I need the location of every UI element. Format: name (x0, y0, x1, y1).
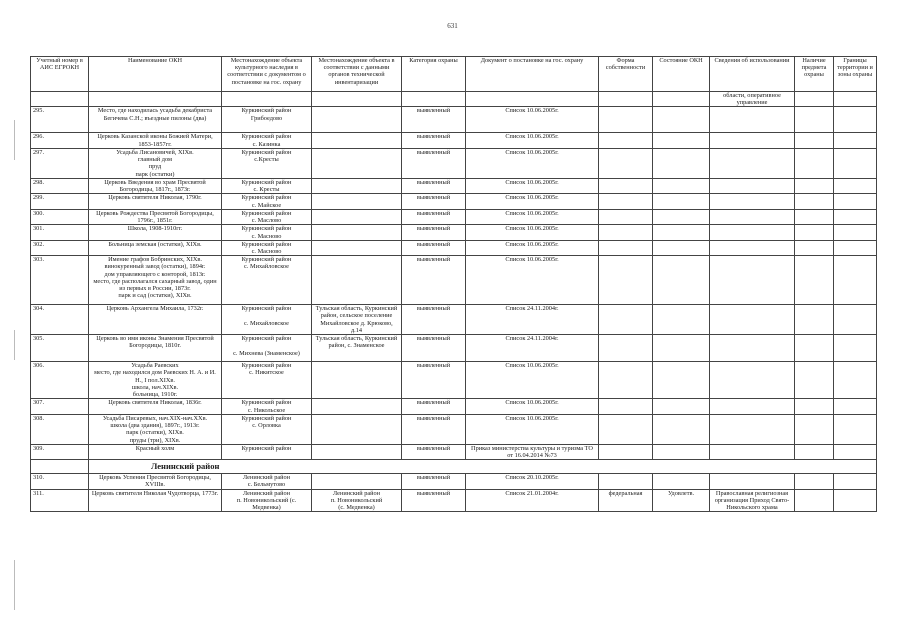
cell-state (653, 194, 710, 209)
cell-ownership (599, 474, 653, 489)
cell-loc-doc: Куркинский район с. Михайловское (222, 256, 312, 305)
cell-category: выявленный (402, 225, 466, 240)
cell-borders (834, 133, 877, 148)
cell-num: 304. (31, 305, 89, 335)
cell-state (653, 474, 710, 489)
cell-ownership (599, 133, 653, 148)
cell-doc: Список 10.06.2005г. (466, 133, 599, 148)
cell-usage (710, 362, 795, 399)
cell-state (653, 133, 710, 148)
cell-ownership (599, 209, 653, 224)
cell-borders (834, 225, 877, 240)
header-cell: Наименование ОКН (89, 57, 222, 92)
table-row (31, 399, 877, 414)
cell-category: выявленный (402, 148, 466, 178)
cell-doc: Список 10.06.2005г. (466, 362, 599, 399)
cell-category: выявленный (402, 444, 466, 459)
cell-name: Усадьба Лисановичей, XIXв. главный дом пруд парк (остатки) (89, 148, 222, 178)
cell-state (653, 399, 710, 414)
table-row (31, 209, 877, 224)
cell-subject (795, 209, 834, 224)
cell-loc-tech: Тульская область, Куркинский район, сельское поселение Михайловское д. Крюково, д.14 (312, 305, 402, 335)
cell-usage (710, 444, 795, 459)
header-cell: Форма собственности (599, 57, 653, 92)
cell-name: Школа, 1908-1910гг. (89, 225, 222, 240)
cell-name: Церковь Казанской иконы Божией Матери, 1853-1857гг. (89, 133, 222, 148)
cell-name: Церковь святителя Николая, 1790г. (89, 194, 222, 209)
cell-usage (710, 107, 795, 133)
cell-ownership: федеральная (599, 489, 653, 512)
cell-usage (710, 414, 795, 444)
cell-subject (795, 240, 834, 255)
cell-borders (834, 305, 877, 335)
cell-doc: Приказ министерства культуры и туризма ТО от 16.04.2014 №73 (466, 444, 599, 459)
cell-num: 310. (31, 474, 89, 489)
scan-margin-mark (14, 330, 15, 360)
cell-name: Усадьба Раевских место, где находился дом Раевских Н. А. и И. Н., I пол.XIXв. школа, нач.XIXв. больница, 1910г. (89, 362, 222, 399)
cell-num: 298. (31, 178, 89, 193)
cell-name: Больница земская (остатки), XIXв. (89, 240, 222, 255)
cell-subject (795, 194, 834, 209)
cell-ownership (599, 148, 653, 178)
cell-category: выявленный (402, 335, 466, 362)
cell-num: 311. (31, 489, 89, 512)
cell-name: Церковь Введения во храм Пресвятой Богородицы, 1817г., 1873г. (89, 178, 222, 193)
cell-num: 309. (31, 444, 89, 459)
cell-doc: Список 10.06.2005г. (466, 225, 599, 240)
cell-category: выявленный (402, 474, 466, 489)
cell-borders (834, 178, 877, 193)
cell-name: Имение графов Бобринских, XIXв. винокуренный завод (остатки), 1894г. дом управляющего с конторой, 1813г. место, где располагался сахарный завод, один из первых в России, 1873г. парк и сад (остатки), XIXв. (89, 256, 222, 305)
cell-num: 296. (31, 133, 89, 148)
cell-name: Церковь святителя Николая, 1836г. (89, 399, 222, 414)
cell-state (653, 107, 710, 133)
cell-category: выявленный (402, 305, 466, 335)
header-cell: Сведения об использовании (710, 57, 795, 92)
cell-borders (834, 399, 877, 414)
cell-subject (795, 474, 834, 489)
cell-doc: Список 10.06.2005г. (466, 256, 599, 305)
cell-loc-doc: Куркинский район с. Масново (222, 225, 312, 240)
cell-state (653, 256, 710, 305)
cell-subject (795, 335, 834, 362)
cell-category: выявленный (402, 209, 466, 224)
cell-subject (795, 444, 834, 459)
cell-loc-tech (312, 474, 402, 489)
cell-name: Церковь святителя Николая Чудотворца, 1773г. (89, 489, 222, 512)
cell-ownership (599, 414, 653, 444)
header-cell: Документ о постановке на гос. охрану (466, 57, 599, 92)
cell-loc-doc: Куркинский район с. Орловка (222, 414, 312, 444)
cell-loc-doc: Куркинский район с. Никитское (222, 362, 312, 399)
cell-state (653, 362, 710, 399)
cell-usage (710, 178, 795, 193)
cell-doc: Список 10.06.2005г. (466, 194, 599, 209)
cell-doc: Список 10.06.2005г. (466, 209, 599, 224)
cell-subject (795, 133, 834, 148)
cell-state (653, 414, 710, 444)
cell-borders (834, 489, 877, 512)
cell-num: 301. (31, 225, 89, 240)
cell-doc: Список 20.10.2005г. (466, 474, 599, 489)
cell-borders (834, 240, 877, 255)
cell-ownership (599, 225, 653, 240)
cell-category: выявленный (402, 194, 466, 209)
cell-doc: Список 24.11.2004г. (466, 335, 599, 362)
cell-loc-tech (312, 256, 402, 305)
cell-loc-tech (312, 107, 402, 133)
cell-name: Церковь во имя иконы Знамения Пресвятой Богородицы, 1810г. (89, 335, 222, 362)
cell-num: 307. (31, 399, 89, 414)
cell-state: Удовлетв. (653, 489, 710, 512)
cell-usage (710, 209, 795, 224)
cell-ownership (599, 399, 653, 414)
cell-name: Усадьба Писаревых, нач.XIX-нач.XXв. школа (два здания), 1897г., 1913г. парк (остатки), XIXв. пруды (три), XIXв. (89, 414, 222, 444)
cell-loc-doc: Куркинский район с. Никольское (222, 399, 312, 414)
table-row (31, 335, 877, 362)
cell-borders (834, 335, 877, 362)
cell-ownership (599, 335, 653, 362)
cell-ownership (599, 444, 653, 459)
cell-num: 302. (31, 240, 89, 255)
cell-subject (795, 178, 834, 193)
cell-loc-doc: Куркинский район с. Майское (222, 194, 312, 209)
cell-subject (795, 256, 834, 305)
cell-loc-tech (312, 225, 402, 240)
cell-category: выявленный (402, 362, 466, 399)
cell-usage (710, 305, 795, 335)
cell-doc: Список 10.06.2005г. (466, 178, 599, 193)
scan-margin-mark (14, 120, 15, 160)
table-row (31, 133, 877, 148)
cell-usage (710, 256, 795, 305)
cell-loc-tech (312, 240, 402, 255)
carry-over-usage: области, оперативное управление (710, 92, 795, 107)
scan-margin-mark (14, 560, 15, 610)
cell-name: Красный холм (89, 444, 222, 459)
cell-num: 303. (31, 256, 89, 305)
cell-loc-doc: Куркинский район с.Кресты (222, 148, 312, 178)
cell-subject (795, 399, 834, 414)
cell-ownership (599, 107, 653, 133)
cell-category: выявленный (402, 133, 466, 148)
cell-category: выявленный (402, 178, 466, 193)
cell-subject (795, 225, 834, 240)
cell-subject (795, 107, 834, 133)
cell-usage (710, 148, 795, 178)
table-row (31, 444, 877, 459)
cell-ownership (599, 240, 653, 255)
cell-category: выявленный (402, 399, 466, 414)
cell-usage (710, 474, 795, 489)
cell-state (653, 335, 710, 362)
cell-num: 308. (31, 414, 89, 444)
cell-loc-doc: Куркинский район (222, 444, 312, 459)
cell-borders (834, 148, 877, 178)
cell-borders (834, 474, 877, 489)
cell-loc-tech (312, 133, 402, 148)
cell-usage: Православная религиозная организация Приход Свято-Никольского храма (710, 489, 795, 512)
cell-state (653, 209, 710, 224)
table-row (31, 256, 877, 305)
cell-num: 306. (31, 362, 89, 399)
cell-name: Место, где находилась усадьба декабриста Бегичева С.Н.; въездные пилоны (два) (89, 107, 222, 133)
cell-subject (795, 362, 834, 399)
cell-subject (795, 414, 834, 444)
cell-num: 299. (31, 194, 89, 209)
table-row (31, 240, 877, 255)
cell-loc-tech (312, 178, 402, 193)
cell-usage (710, 240, 795, 255)
cell-loc-tech (312, 399, 402, 414)
cell-loc-tech (312, 209, 402, 224)
cell-subject (795, 148, 834, 178)
table-row (31, 362, 877, 399)
cell-state (653, 240, 710, 255)
table-row (31, 107, 877, 133)
cell-borders (834, 209, 877, 224)
cell-state (653, 178, 710, 193)
cell-name: Церковь Архангела Михаила, 1732г. (89, 305, 222, 335)
header-cell: Категория охраны (402, 57, 466, 92)
registry-table (30, 56, 877, 512)
table-body-after (31, 474, 877, 512)
cell-state (653, 225, 710, 240)
cell-ownership (599, 194, 653, 209)
header-cell: Состояние ОКН (653, 57, 710, 92)
header-row (31, 57, 877, 92)
section-body (31, 460, 877, 474)
cell-category: выявленный (402, 489, 466, 512)
cell-usage (710, 133, 795, 148)
cell-category: выявленный (402, 107, 466, 133)
cell-doc: Список 10.06.2005г. (466, 399, 599, 414)
cell-borders (834, 414, 877, 444)
table-body (31, 92, 877, 460)
cell-num: 305. (31, 335, 89, 362)
table-row (31, 148, 877, 178)
carry-over-row (31, 92, 877, 107)
table-row (31, 305, 877, 335)
cell-ownership (599, 305, 653, 335)
cell-state (653, 148, 710, 178)
cell-loc-tech: Ленинский район п. Новоникольский (с. Медвенка) (312, 489, 402, 512)
cell-category: выявленный (402, 256, 466, 305)
cell-usage (710, 399, 795, 414)
cell-loc-tech (312, 444, 402, 459)
table-row (31, 225, 877, 240)
cell-subject (795, 489, 834, 512)
cell-name: Церковь Успения Пресвятой Богородицы, XVIIIв. (89, 474, 222, 489)
cell-borders (834, 444, 877, 459)
cell-borders (834, 194, 877, 209)
cell-num: 295. (31, 107, 89, 133)
cell-state (653, 444, 710, 459)
cell-loc-doc: Ленинский район п. Новоникольский (с. Медвенка) (222, 489, 312, 512)
cell-doc: Список 21.01.2004г. (466, 489, 599, 512)
cell-loc-doc: Куркинский район с. Маслово (222, 209, 312, 224)
header-cell: Границы территории и зоны охраны (834, 57, 877, 92)
cell-ownership (599, 362, 653, 399)
header-cell: Местонахождение объекта в соответствии с данными органов технической инвентаризации (312, 57, 402, 92)
cell-doc: Список 10.06.2005г. (466, 414, 599, 444)
section-title: Ленинский район (89, 460, 877, 474)
cell-doc: Список 24.11.2004г. (466, 305, 599, 335)
section-row (31, 460, 877, 474)
header-cell: Учетный номер в АИС ЕГРОКН (31, 57, 89, 92)
cell-borders (834, 256, 877, 305)
cell-num: 300. (31, 209, 89, 224)
cell-loc-doc: Куркинский район с. Кресты (222, 178, 312, 193)
cell-subject (795, 305, 834, 335)
cell-category: выявленный (402, 240, 466, 255)
cell-loc-tech (312, 148, 402, 178)
cell-loc-doc: Куркинский район с. Михайловское (222, 305, 312, 335)
cell-name: Церковь Рождества Пресвятой Богородицы, 1796г., 1851г. (89, 209, 222, 224)
cell-num: 297. (31, 148, 89, 178)
cell-ownership (599, 256, 653, 305)
table-row (31, 474, 877, 489)
cell-doc: Список 10.06.2005г. (466, 240, 599, 255)
cell-usage (710, 194, 795, 209)
cell-borders (834, 362, 877, 399)
cell-category: выявленный (402, 414, 466, 444)
table-row (31, 178, 877, 193)
cell-state (653, 305, 710, 335)
cell-loc-tech (312, 414, 402, 444)
cell-borders (834, 107, 877, 133)
header-cell: Наличие предмета охраны (795, 57, 834, 92)
cell-loc-doc: Куркинский район Грибоедово (222, 107, 312, 133)
cell-loc-tech (312, 362, 402, 399)
header-cell: Местонахождение объекта культурного наследия в соответствии с документом о постановке на гос. охрану (222, 57, 312, 92)
cell-ownership (599, 178, 653, 193)
cell-loc-doc: Куркинский район с. Михнева (Знаменское) (222, 335, 312, 362)
cell-loc-doc: Куркинский район с. Масново (222, 240, 312, 255)
cell-usage (710, 335, 795, 362)
cell-loc-doc: Куркинский район с. Казинка (222, 133, 312, 148)
page-number: 631 (447, 22, 458, 30)
table-row (31, 414, 877, 444)
cell-doc: Список 10.06.2005г. (466, 107, 599, 133)
cell-usage (710, 225, 795, 240)
cell-loc-tech: Тульская область, Куркинский район, с. Знаменское (312, 335, 402, 362)
table-row (31, 489, 877, 512)
cell-doc: Список 10.06.2005г. (466, 148, 599, 178)
cell-loc-tech (312, 194, 402, 209)
table-row (31, 194, 877, 209)
cell-loc-doc: Ленинский район с. Бельмутово (222, 474, 312, 489)
